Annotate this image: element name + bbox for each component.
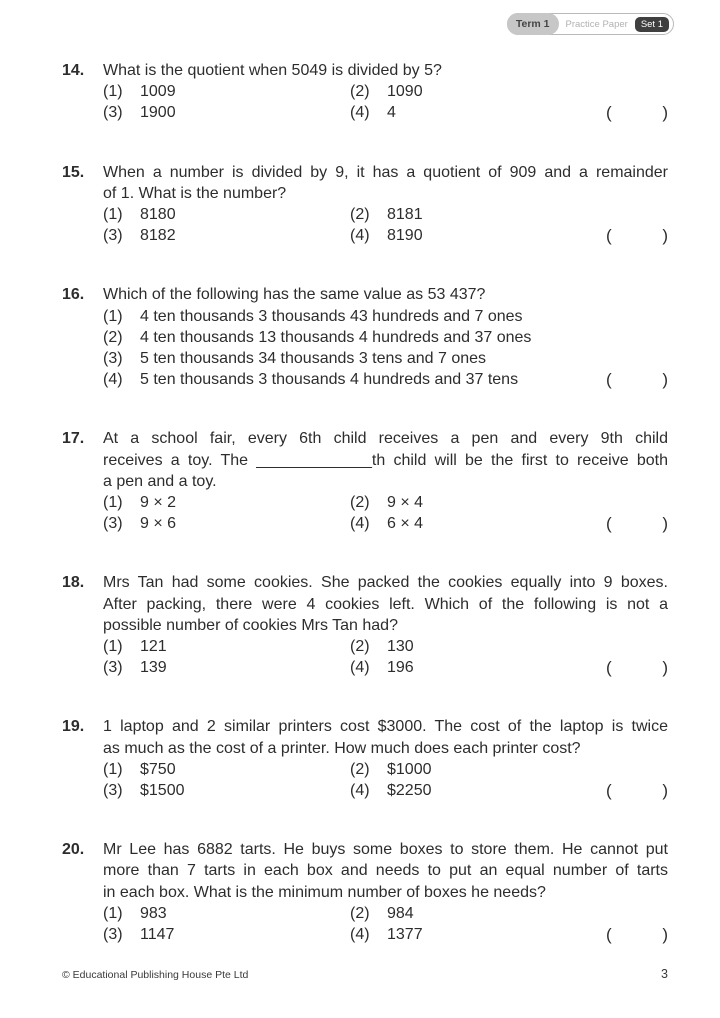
option-value: 121 bbox=[140, 638, 167, 656]
option-label: (4) bbox=[350, 659, 370, 677]
option-value: $1000 bbox=[387, 760, 432, 778]
answer-open-paren: ( bbox=[606, 226, 612, 246]
options-list bbox=[103, 306, 668, 391]
question-number: 15. bbox=[62, 163, 85, 181]
option-value: 4 ten thousands 13 thousands 4 hundreds and 37 ones bbox=[140, 328, 532, 346]
option-value: 9 × 4 bbox=[387, 494, 424, 512]
option-value: 983 bbox=[140, 904, 167, 922]
question-text-line: possible number of cookies Mrs Tan had? bbox=[103, 616, 398, 634]
option bbox=[350, 636, 668, 657]
option-value: 8180 bbox=[140, 206, 176, 224]
answer-brackets bbox=[606, 924, 668, 945]
question-text-line: a pen and a toy. bbox=[103, 472, 217, 490]
question-body bbox=[103, 162, 668, 247]
question-text-line: At a school fair, every 6th child receives a pen and every 9th child bbox=[103, 430, 668, 448]
option bbox=[350, 204, 668, 225]
question-text-line: as much as the cost of a printer. How much does each printer cost? bbox=[103, 739, 581, 757]
option-value: 1090 bbox=[387, 83, 423, 101]
option-label: (1) bbox=[103, 83, 123, 101]
question-text bbox=[103, 284, 668, 305]
option-label: (1) bbox=[103, 760, 123, 778]
option-value: 1147 bbox=[140, 926, 175, 944]
option-label: (3) bbox=[103, 659, 123, 677]
question-text-line: receives a toy. The _____________th child will be the first to receive both bbox=[103, 451, 668, 469]
question-body bbox=[103, 716, 668, 801]
option-value: 8182 bbox=[140, 227, 176, 245]
option-label: (3) bbox=[103, 782, 123, 800]
option bbox=[103, 81, 350, 102]
answer-brackets bbox=[606, 225, 668, 246]
option-value: 6 × 4 bbox=[387, 515, 424, 533]
question-text-line: Mrs Tan had some cookies. She packed the cookies equally into 9 boxes. bbox=[103, 574, 668, 592]
options-list bbox=[103, 492, 668, 534]
question-body bbox=[103, 839, 668, 945]
question-text bbox=[103, 60, 668, 81]
copyright-text: © Educational Publishing House Pte Ltd bbox=[62, 969, 249, 981]
answer-open-paren: ( bbox=[606, 658, 612, 678]
set-badge: Set 1 bbox=[635, 17, 669, 32]
question-text-line: When a number is divided by 9, it has a quotient of 909 and a remainder bbox=[103, 163, 668, 181]
question-block bbox=[62, 572, 668, 678]
question-block bbox=[62, 284, 668, 390]
option bbox=[103, 102, 350, 123]
question-text-line: Which of the following has the same value as 53 437? bbox=[103, 286, 486, 304]
option-label: (1) bbox=[103, 494, 123, 512]
question-text-line: 1 laptop and 2 similar printers cost $3000. The cost of the laptop is twice bbox=[103, 718, 668, 736]
question-text bbox=[103, 572, 668, 636]
answer-close-paren: ) bbox=[662, 226, 668, 246]
option bbox=[103, 306, 668, 327]
option-value: 8190 bbox=[387, 227, 423, 245]
answer-brackets bbox=[606, 657, 668, 678]
answer-brackets bbox=[606, 369, 668, 390]
answer-open-paren: ( bbox=[606, 925, 612, 945]
answer-open-paren: ( bbox=[606, 370, 612, 390]
option-label: (4) bbox=[103, 371, 123, 389]
answer-open-paren: ( bbox=[606, 103, 612, 123]
answer-close-paren: ) bbox=[662, 781, 668, 801]
option bbox=[103, 204, 350, 225]
option-label: (4) bbox=[350, 515, 370, 533]
options-list bbox=[103, 903, 668, 945]
option bbox=[103, 759, 350, 780]
questions-list bbox=[62, 60, 668, 983]
answer-close-paren: ) bbox=[662, 514, 668, 534]
option bbox=[350, 759, 668, 780]
option-label: (2) bbox=[350, 494, 370, 512]
options-list bbox=[103, 204, 668, 246]
option-label: (1) bbox=[103, 904, 123, 922]
option-value: 9 × 6 bbox=[140, 515, 177, 533]
answer-close-paren: ) bbox=[662, 658, 668, 678]
option-label: (4) bbox=[350, 782, 370, 800]
option bbox=[103, 327, 668, 348]
question-block bbox=[62, 428, 668, 534]
option bbox=[350, 81, 668, 102]
option-value: 139 bbox=[140, 659, 167, 677]
option-label: (3) bbox=[103, 926, 123, 944]
option bbox=[350, 492, 668, 513]
question-number: 17. bbox=[62, 430, 85, 448]
question-body bbox=[103, 284, 668, 390]
option-value: $750 bbox=[140, 760, 176, 778]
option-value: 1377 bbox=[387, 926, 423, 944]
question-text-line: After packing, there were 4 cookies left. Which of the following is not a bbox=[103, 595, 668, 613]
option bbox=[103, 225, 350, 246]
option-label: (1) bbox=[103, 307, 123, 325]
answer-close-paren: ) bbox=[662, 925, 668, 945]
options-list bbox=[103, 636, 668, 678]
paper-set-badge bbox=[507, 13, 674, 35]
question-text bbox=[103, 839, 668, 903]
question-body bbox=[103, 428, 668, 534]
option-label: (3) bbox=[103, 104, 123, 122]
question-number: 16. bbox=[62, 286, 85, 304]
question-text bbox=[103, 716, 668, 758]
question-number: 19. bbox=[62, 718, 85, 736]
option-label: (3) bbox=[103, 350, 123, 368]
option bbox=[103, 636, 350, 657]
option-value: $2250 bbox=[387, 782, 432, 800]
answer-open-paren: ( bbox=[606, 781, 612, 801]
page-footer bbox=[62, 967, 668, 981]
option-label: (2) bbox=[103, 328, 123, 346]
option-label: (2) bbox=[350, 206, 370, 224]
question-block bbox=[62, 716, 668, 801]
option-label: (3) bbox=[103, 227, 123, 245]
answer-close-paren: ) bbox=[662, 103, 668, 123]
option-value: 8181 bbox=[387, 206, 423, 224]
option-value: 1900 bbox=[140, 104, 176, 122]
question-block bbox=[62, 839, 668, 945]
option-label: (2) bbox=[350, 638, 370, 656]
option-value: 1009 bbox=[140, 83, 176, 101]
option-value: 984 bbox=[387, 904, 414, 922]
question-number: 20. bbox=[62, 841, 85, 859]
option-value: 196 bbox=[387, 659, 414, 677]
option-label: (4) bbox=[350, 926, 370, 944]
question-block bbox=[62, 162, 668, 247]
question-text-line: more than 7 tarts in each box and needs to put an equal number of tarts bbox=[103, 862, 668, 880]
option-label: (3) bbox=[103, 515, 123, 533]
option-value: 4 bbox=[387, 104, 396, 122]
option-value: $1500 bbox=[140, 782, 185, 800]
term-label: Term 1 bbox=[507, 13, 559, 35]
option bbox=[103, 657, 350, 678]
option-value: 5 ten thousands 34 thousands 3 tens and 7 ones bbox=[140, 350, 487, 368]
question-number: 18. bbox=[62, 574, 85, 592]
answer-brackets bbox=[606, 513, 668, 534]
question-body bbox=[103, 572, 668, 678]
option bbox=[103, 903, 350, 924]
option-value: 4 ten thousands 3 thousands 43 hundreds and 7 ones bbox=[140, 307, 523, 325]
answer-close-paren: ) bbox=[662, 370, 668, 390]
options-list bbox=[103, 81, 668, 123]
option-label: (2) bbox=[350, 83, 370, 101]
page-number: 3 bbox=[661, 967, 668, 981]
option bbox=[103, 780, 350, 801]
question-text bbox=[103, 162, 668, 204]
option bbox=[103, 513, 350, 534]
question-text-line: in each box. What is the minimum number of boxes he needs? bbox=[103, 883, 546, 901]
option-label: (2) bbox=[350, 760, 370, 778]
answer-brackets bbox=[606, 780, 668, 801]
question-number: 14. bbox=[62, 62, 85, 79]
option-label: (1) bbox=[103, 638, 123, 656]
answer-open-paren: ( bbox=[606, 514, 612, 534]
practice-paper-label: Practice Paper bbox=[565, 18, 628, 30]
option bbox=[103, 369, 668, 390]
option bbox=[350, 903, 668, 924]
option-value: 5 ten thousands 3 thousands 4 hundreds and 37 tens bbox=[140, 371, 519, 389]
option bbox=[103, 492, 350, 513]
question-body bbox=[103, 60, 668, 124]
option-value: 9 × 2 bbox=[140, 494, 177, 512]
question-text bbox=[103, 428, 668, 492]
answer-brackets bbox=[606, 102, 668, 123]
question-text-line: Mr Lee has 6882 tarts. He buys some boxes to store them. He cannot put bbox=[103, 841, 668, 859]
option bbox=[103, 924, 350, 945]
option-label: (4) bbox=[350, 104, 370, 122]
option bbox=[103, 348, 668, 369]
option-value: 130 bbox=[387, 638, 414, 656]
option-label: (4) bbox=[350, 227, 370, 245]
option-label: (1) bbox=[103, 206, 123, 224]
question-text-line: of 1. What is the number? bbox=[103, 184, 287, 202]
question-text-line: What is the quotient when 5049 is divided by 5? bbox=[103, 62, 442, 79]
question-block bbox=[62, 60, 668, 124]
options-list bbox=[103, 759, 668, 801]
option-label: (2) bbox=[350, 904, 370, 922]
